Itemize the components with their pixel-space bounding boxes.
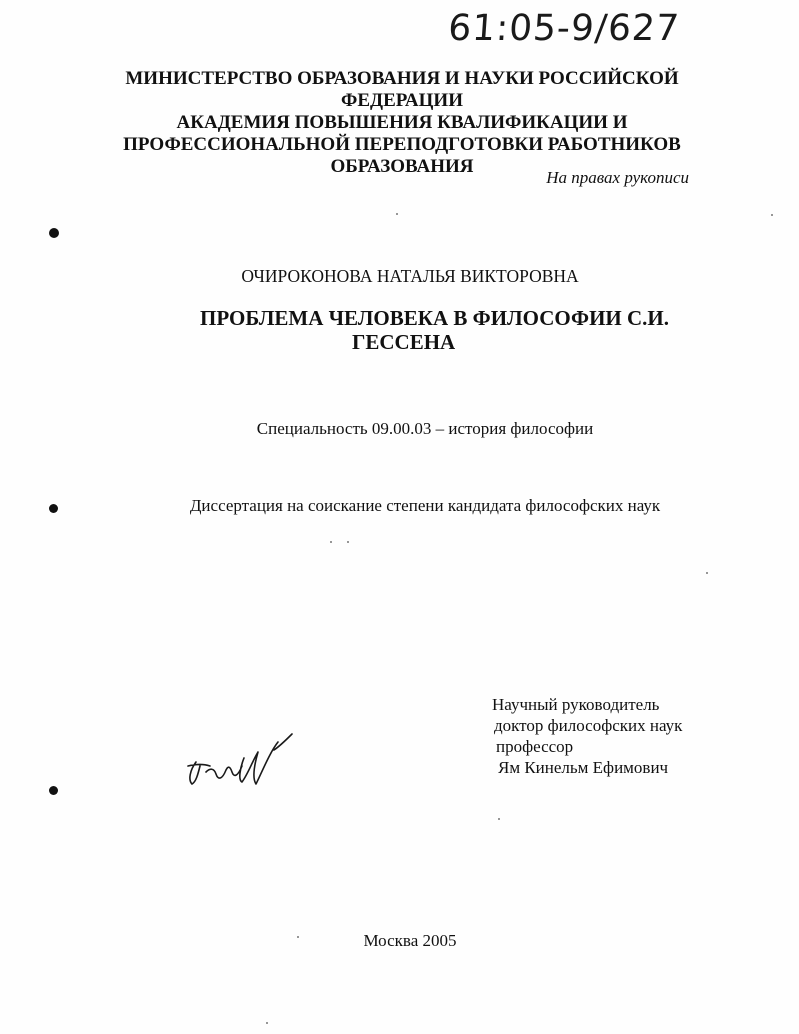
scan-speck — [347, 541, 349, 543]
manuscript-rights-note: На правах рукописи — [546, 168, 689, 187]
supervisor-name: Ям Кинельм Ефимович — [498, 758, 669, 777]
scan-speck — [330, 541, 332, 543]
scan-speck — [706, 572, 708, 574]
city-year: Москва 2005 — [363, 931, 457, 950]
supervisor-rank: профессор — [496, 737, 574, 756]
binding-hole-mark — [49, 228, 59, 238]
scan-speck — [266, 1022, 268, 1024]
binding-hole-mark — [49, 504, 58, 513]
supervisor-block — [492, 694, 682, 778]
scan-speck — [297, 936, 299, 938]
scan-speck — [498, 818, 500, 820]
supervisor-role: Научный руководитель — [492, 695, 660, 714]
archive-stamp: 61:05-9/627 — [446, 8, 682, 49]
ministry-line-4: ПРОФЕССИОНАЛЬНОЙ ПЕРЕПОДГОТОВКИ РАБОТНИКОВ — [123, 134, 681, 155]
dissertation-degree-line: Диссертация на соискание степени кандидата философских наук — [189, 496, 661, 515]
handwritten-signature — [182, 722, 312, 792]
specialty-line: Специальность 09.00.03 – история философии — [256, 419, 594, 438]
binding-hole-mark — [49, 786, 58, 795]
scan-speck — [396, 213, 398, 215]
scan-speck — [771, 214, 773, 216]
ministry-line-3: АКАДЕМИЯ ПОВЫШЕНИЯ КВАЛИФИКАЦИИ И — [176, 112, 628, 133]
supervisor-degree: доктор философских наук — [494, 716, 683, 735]
ministry-line-5: ОБРАЗОВАНИЯ — [330, 156, 474, 177]
title-line-2: ГЕССЕНА — [352, 330, 456, 354]
ministry-header — [100, 68, 704, 178]
ministry-line-1: МИНИСТЕРСТВО ОБРАЗОВАНИЯ И НАУКИ РОССИЙСКОЙ — [125, 68, 679, 89]
title-line-1: ПРОБЛЕМА ЧЕЛОВЕКА В ФИЛОСОФИИ С.И. — [200, 306, 669, 330]
author-name: ОЧИРОКОНОВА НАТАЛЬЯ ВИКТОРОВНА — [241, 266, 579, 286]
ministry-line-2: ФЕДЕРАЦИИ — [341, 90, 463, 111]
